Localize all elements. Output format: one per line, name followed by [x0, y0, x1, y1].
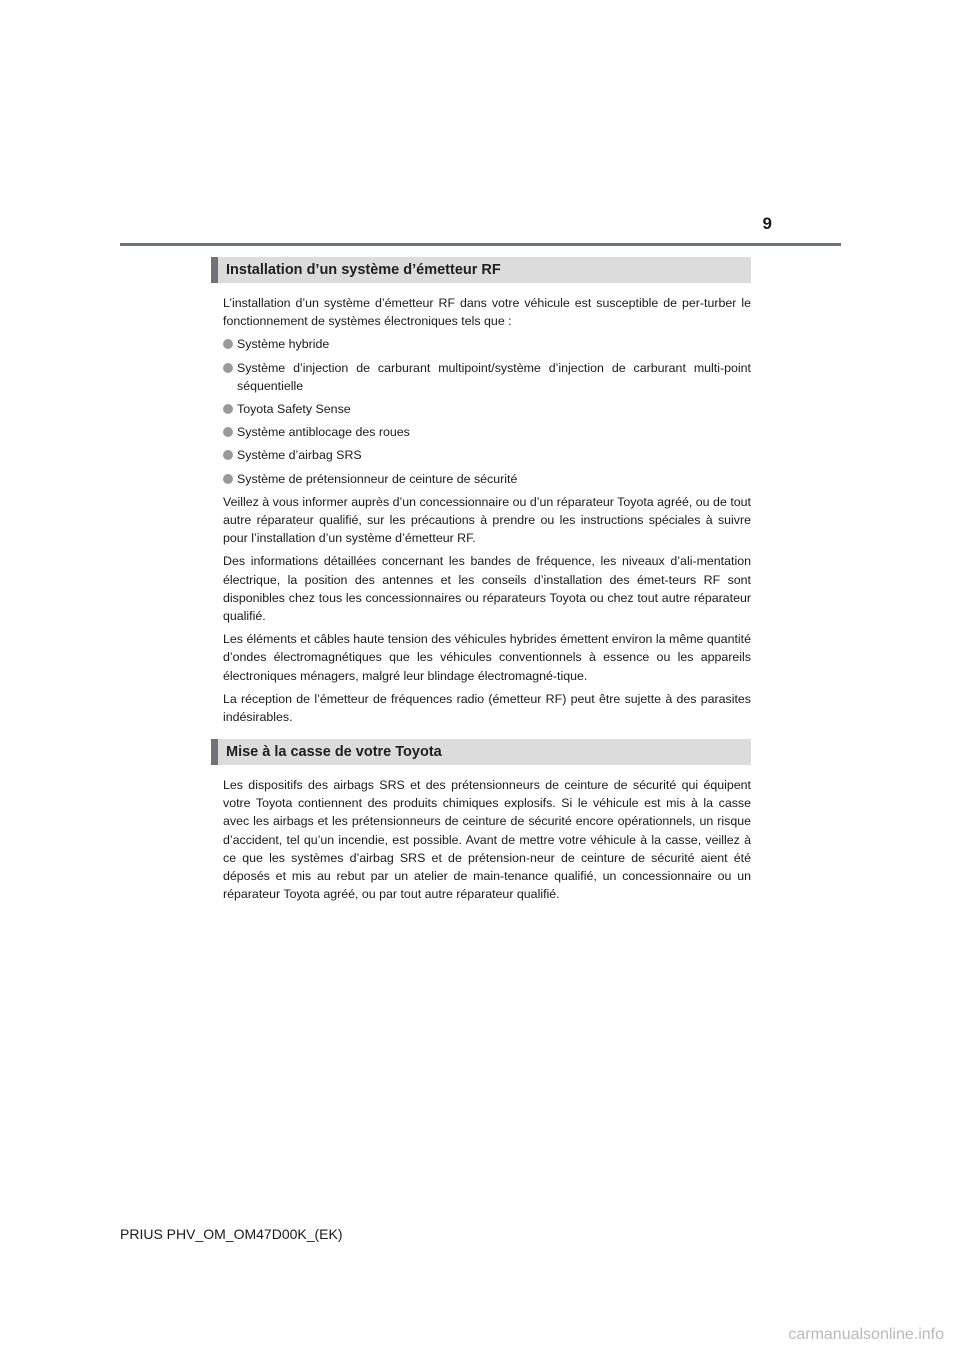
paragraph: Veillez à vous informer auprès d’un concessionnaire ou d’un réparateur Toyota agréé, ou de tout autre réparateur qualifié, sur les précautions à prendre ou les instructions spéciales à suivre pour l’installation d’un système d’émetteur RF. — [223, 494, 751, 546]
bullet-icon — [223, 363, 233, 373]
bullet-icon — [223, 339, 233, 349]
intro-paragraph: L’installation d’un système d’émetteur RF dans votre véhicule est susceptible de per-turber le fonctionnement de systèmes électroniques tels que : — [223, 296, 751, 329]
page-number: 9 — [762, 214, 772, 233]
list-item: Système antiblocage des roues — [223, 423, 751, 441]
section-rf-installation — [211, 257, 751, 731]
section-body-scrapping — [211, 776, 751, 903]
paragraph: Les dispositifs des airbags SRS et des prétensionneurs de ceinture de sécurité qui équipent votre Toyota contiennent des produits chimiques explosifs. Si le véhicule est mis à la casse avec les airbags et les prétensionneurs de ceinture de sécurité encore opérationnels, un risque d’accident, tel qu’un incendie, est possible. Avant de mettre votre véhicule à la casse, veillez à ce que les systèmes d’airbag SRS et de prétension-neur de ceinture de sécurité aient été déposés et mis au rebut par un atelier de main-tenance qualifié, un concessionnaire ou un réparateur Toyota agréé, ou par tout autre réparateur qualifié. — [223, 778, 751, 902]
document-code: PRIUS PHV_OM_OM47D00K_(EK) — [120, 1226, 343, 1242]
list-item: Système hybride — [223, 335, 751, 353]
section-title-rf: Installation d’un système d’émetteur RF — [211, 257, 751, 283]
bullet-icon — [223, 474, 233, 484]
paragraph: La réception de l’émetteur de fréquences radio (émetteur RF) peut être sujette à des parasites indésirables. — [223, 691, 751, 725]
bullet-icon — [223, 404, 233, 414]
watermark: carmanualsonline.info — [788, 1326, 944, 1343]
section-title-scrapping: Mise à la casse de votre Toyota — [211, 739, 751, 765]
section-scrapping — [211, 739, 751, 908]
header-rule — [120, 243, 841, 246]
paragraph: Des informations détaillées concernant les bandes de fréquence, les niveaux d’ali-mentation électrique, la position des antennes et les conseils d’installation des émet-teurs RF sont disponibles chez tous les concessionnaires ou réparateurs Toyota ou chez tout autre réparateur qualifié. — [223, 554, 751, 624]
section-body-rf — [211, 294, 751, 726]
paragraph: Les éléments et câbles haute tension des véhicules hybrides émettent environ la même quantité d’ondes électromagnétiques que les véhicules conventionnels à essence ou les appareils électroniques ménagers, malgré leur blindage électromagné-tique. — [223, 632, 751, 683]
systems-list — [223, 335, 751, 487]
list-item: Système d’airbag SRS — [223, 446, 751, 464]
list-item: Système de prétensionneur de ceinture de sécurité — [223, 470, 751, 488]
list-item: Système d’injection de carburant multipoint/système d’injection de carburant multi-point séquentielle — [223, 359, 751, 395]
list-item: Toyota Safety Sense — [223, 400, 751, 418]
bullet-icon — [223, 427, 233, 437]
bullet-icon — [223, 450, 233, 460]
